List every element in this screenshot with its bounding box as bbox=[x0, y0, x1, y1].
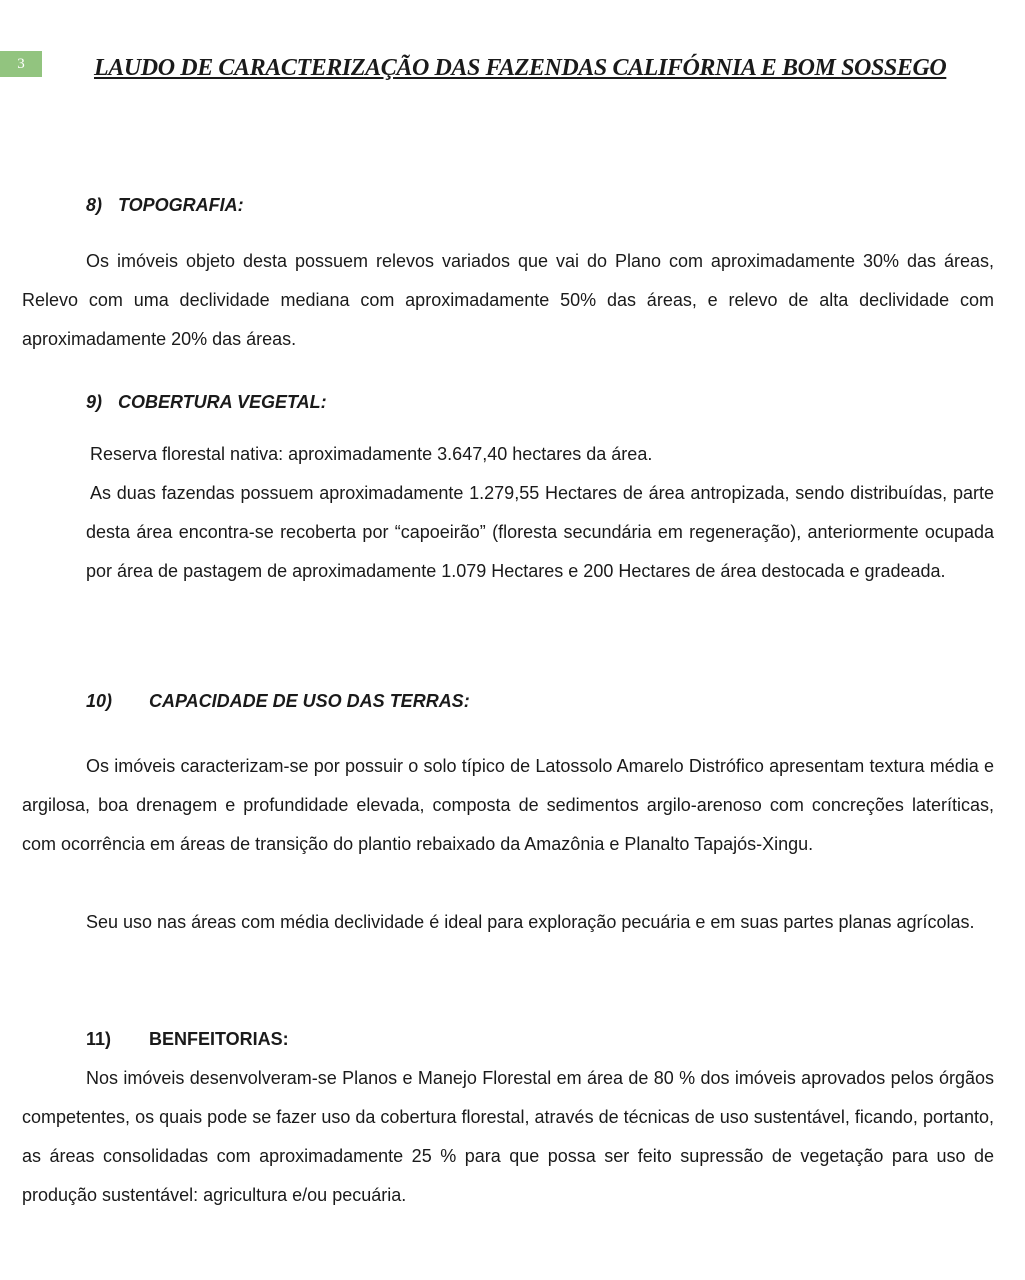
section-number: 11) bbox=[86, 1029, 112, 1049]
section-title: TOPOGRAFIA: bbox=[118, 195, 244, 215]
section-title: COBERTURA VEGETAL: bbox=[118, 392, 327, 412]
section-heading-topografia bbox=[86, 195, 244, 216]
section-number: 8) bbox=[86, 195, 103, 215]
section-heading-benfeitorias bbox=[86, 1029, 289, 1050]
paragraph-solo: Os imóveis caracterizam-se por possuir o solo típico de Latossolo Amarelo Distrófico apresentam textura média e argilosa, boa drenagem e profundidade elevada, composta de sedimentos argilo-arenoso com concreções lateríticas, com ocorrência em áreas de transição do plantio rebaixado da Amazônia e Planalto Tapajós-Xingu. bbox=[22, 756, 994, 854]
paragraph-area-antropizada: As duas fazendas possuem aproximadamente 1.279,55 Hectares de área antropizada, sendo distribuídas, parte desta área encontra-se recoberta por “capoeirão” (floresta secundária em regeneração), anteriormente ocupada por área de pastagem de aproximadamente 1.079 Hectares e 200 Hectares de área destocada e gradeada. bbox=[86, 483, 994, 581]
document-title: LAUDO DE CARACTERIZAÇÃO DAS FAZENDAS CALIFÓRNIA E BOM SOSSEGO bbox=[94, 55, 947, 81]
paragraph-benfeitorias: Nos imóveis desenvolveram-se Planos e Manejo Florestal em área de 80 % dos imóveis aprovados pelos órgãos competentes, os quais pode se fazer uso da cobertura florestal, através de técnicas de uso sustentável, ficando, portanto, as áreas consolidadas com aproximadamente 25 % para que possa ser feito supressão de vegetação para uso de produção sustentável: agricultura e/ou pecuária. bbox=[22, 1068, 994, 1205]
section-title: BENFEITORIAS: bbox=[149, 1029, 289, 1049]
section-number: 9) bbox=[86, 392, 103, 412]
section-heading-capacidade-uso bbox=[86, 691, 470, 712]
paragraph-uso-areas: Seu uso nas áreas com média declividade é ideal para exploração pecuária e em suas partes planas agrícolas. bbox=[86, 912, 975, 932]
section-heading-cobertura-vegetal bbox=[86, 392, 327, 413]
section-title: CAPACIDADE DE USO DAS TERRAS: bbox=[149, 691, 470, 711]
page-number-badge: 3 bbox=[0, 51, 42, 77]
section-number: 10) bbox=[86, 691, 113, 711]
paragraph-topografia: Os imóveis objeto desta possuem relevos variados que vai do Plano com aproximadamente 30% das áreas, Relevo com uma declividade mediana com aproximadamente 50% das áreas, e relevo de alta declividade com aproximadamente 20% das áreas. bbox=[22, 251, 994, 349]
paragraph-reserva-florestal: Reserva florestal nativa: aproximadamente 3.647,40 hectares da área. bbox=[90, 444, 653, 464]
